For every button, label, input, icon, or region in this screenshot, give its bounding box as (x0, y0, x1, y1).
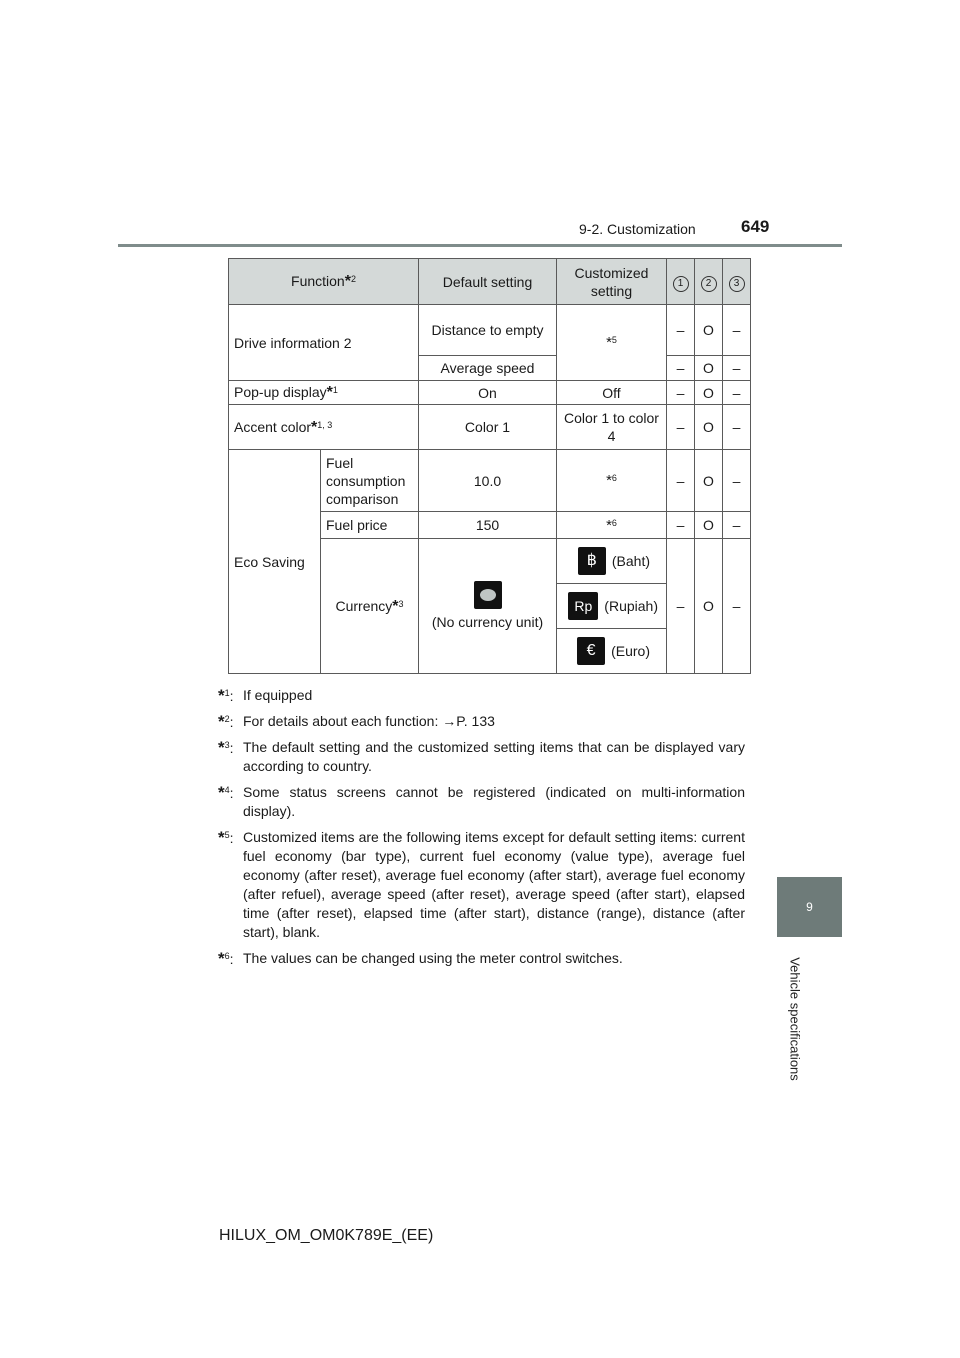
function-popup-display: Pop-up display*$^1$ (229, 381, 419, 405)
function-fuel-price: Fuel price (321, 512, 419, 539)
footnotes (218, 686, 745, 975)
default-popup: On (419, 381, 557, 405)
cell-1: – (667, 512, 695, 539)
customized-fuel-consumption: *$^6$ (557, 450, 667, 512)
chapter-tab (777, 877, 842, 937)
header-divider (118, 244, 842, 247)
cell-3: – (723, 512, 751, 539)
currency-option-rupiah: Rp (Rupiah) (557, 584, 667, 629)
cell-2: O (695, 356, 723, 381)
default-fuel-price: 150 (419, 512, 557, 539)
cell-3: – (723, 305, 751, 356)
section-title: 9-2. Customization (579, 221, 696, 237)
cell-1: – (667, 381, 695, 405)
document-id: HILUX_OM_OM0K789E_(EE) (219, 1227, 434, 1244)
cell-2: O (695, 305, 723, 356)
currency-option-euro: € (Euro) (557, 629, 667, 674)
header-col-1: 1 (667, 259, 695, 305)
header-default: Default setting (419, 259, 557, 305)
cell-2: O (695, 450, 723, 512)
cell-2: O (695, 381, 723, 405)
table-header-row (229, 259, 751, 305)
cell-1: – (667, 450, 695, 512)
page-number: 649 (741, 217, 770, 236)
cell-2: O (695, 512, 723, 539)
default-currency: (No currency unit) (419, 539, 557, 674)
footnote: *$^1$: If equipped (218, 686, 313, 705)
currency-option-baht: ฿ (Baht) (557, 539, 667, 584)
table-row (229, 450, 751, 512)
table-row (229, 381, 751, 405)
cell-3: – (723, 450, 751, 512)
group-eco-saving: Eco Saving (229, 450, 321, 674)
function-currency: Currency*$^3$ (321, 539, 419, 674)
cell-1: – (667, 305, 695, 356)
cell-3: – (723, 539, 751, 674)
cell-1: – (667, 405, 695, 450)
cell-2: O (695, 539, 723, 674)
cell-3: – (723, 356, 751, 381)
header-function: Function*$^2$ (229, 259, 419, 305)
footnote: *$^5$: Customized items are the following items except for default setting items: current fuel economy (bar type), current fuel economy (value type), average fuel economy (after reset), average fuel economy (after start), average fuel economy (after refuel), average speed (after reset), average speed (after start), elapsed time (after reset), elapsed time (after start), distance (range), distance (after start), blank. (218, 828, 745, 940)
customized-popup: Off (557, 381, 667, 405)
table-row (229, 405, 751, 450)
euro-icon: € (577, 637, 605, 665)
header-col-3: 3 (723, 259, 751, 305)
baht-icon: ฿ (578, 547, 606, 575)
cell-1: – (667, 539, 695, 674)
default-fuel-consumption: 10.0 (419, 450, 557, 512)
header-customized: Customized setting (557, 259, 667, 305)
footnote: *$^3$: The default setting and the customized setting items that can be displayed vary according to country. (218, 738, 745, 774)
function-drive-info: Drive information 2 (229, 305, 419, 381)
default-average-speed: Average speed (419, 356, 557, 381)
footnote: *$^2$: For details about each function: →P. 133 (218, 712, 495, 731)
customization-table (228, 258, 751, 674)
coin-icon (474, 581, 502, 609)
function-accent-color: Accent color*$^{1, 3}$ (229, 405, 419, 450)
customized-drive-info: *$^5$ (557, 305, 667, 381)
cell-2: O (695, 405, 723, 450)
customized-fuel-price: *$^6$ (557, 512, 667, 539)
cell-1: – (667, 356, 695, 381)
chapter-label: Vehicle specifications (787, 957, 803, 1081)
table-row (229, 305, 751, 356)
rupiah-icon: Rp (568, 592, 598, 620)
customized-accent: Color 1 to color 4 (557, 405, 667, 450)
header-col-2: 2 (695, 259, 723, 305)
default-distance-to-empty: Distance to empty (419, 305, 557, 356)
footnote: *$^4$: Some status screens cannot be registered (indicated on multi-information display). (218, 783, 745, 819)
default-accent: Color 1 (419, 405, 557, 450)
cell-3: – (723, 405, 751, 450)
footnote: *$^6$: The values can be changed using the meter control switches. (218, 949, 623, 968)
function-fuel-consumption: Fuel consumption comparison (321, 450, 419, 512)
chapter-side-label (781, 944, 809, 1094)
chapter-number: 9 (806, 900, 813, 914)
cell-3: – (723, 381, 751, 405)
